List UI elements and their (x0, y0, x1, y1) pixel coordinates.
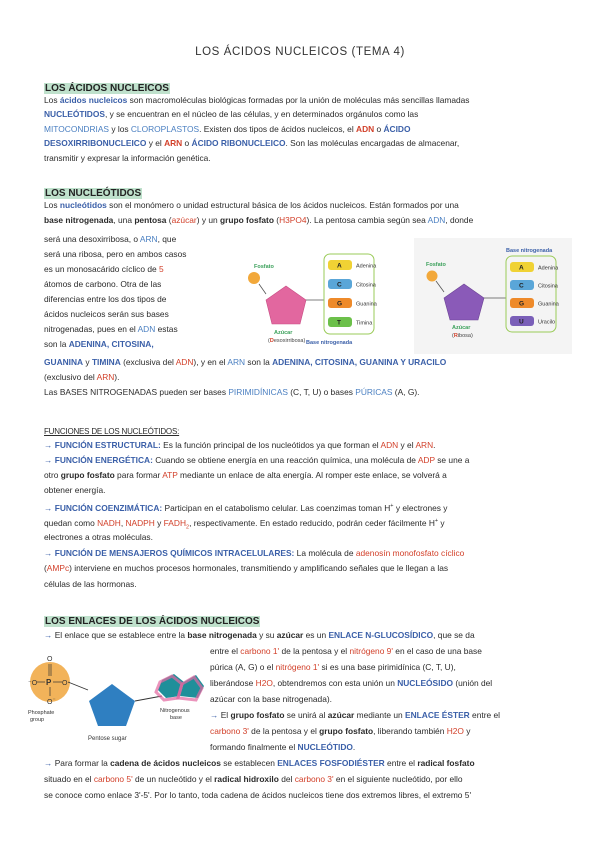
base-caption: Base nitrogenada (506, 248, 553, 254)
phosphorus-label: P (46, 678, 52, 687)
pentose-sugar-pentagon (89, 684, 135, 726)
oxygen-left-label: ⁻O (28, 680, 38, 687)
dna-nucleotide (248, 254, 378, 346)
section-heading-funciones: FUNCIONES DE LOS NUCLEÓTIDOS: (44, 427, 180, 436)
sugar-label: Azúcar (452, 325, 471, 331)
sec2-line11: GUANINA y TIMINA (exclusiva del ADN), y en el ARN son la ADENINA, CITOSINA, GUANINA Y URACILO (44, 357, 447, 367)
sec3-line5: → FUNCIÓN COENZIMÁTICA: Participan en el catabolismo celular. Las coenzimas toman H+ y electrones y (44, 502, 448, 513)
section-heading-text: LOS ENLACES DE LOS ÁCIDOS NUCLEICOS (45, 616, 260, 627)
sec4-line3: púrica (A, G) o el nitrógeno 1' si es una base pirimidínica (C, T, U), (210, 662, 456, 672)
sec3-line1: → FUNCIÓN ESTRUCTURAL: Es la función principal de los nucleótidos ya que forman el ADN y el ARN. (44, 440, 436, 450)
oxygen-bottom-label: O⁻ (47, 698, 56, 706)
sec2-line2: base nitrogenada, una pentosa (azúcar) y un grupo fosfato (H3PO4). La pentosa cambia según sea ADN, donde (44, 215, 474, 225)
oxygen-right-label: O (62, 680, 68, 687)
sec4-line6: → El grupo fosfato se unirá al azúcar mediante un ENLACE ÉSTER entre el (210, 710, 500, 720)
sec2-line1: Los nucleótidos son el monómero o unidad estructural básica de los ácidos nucleicos. Están formados por una (44, 200, 459, 210)
base-letter: T (337, 319, 341, 327)
sec3-line10: células de las hormonas. (44, 579, 137, 589)
sec3-line4: obtener energía. (44, 485, 106, 495)
base-name: Guanina (356, 301, 377, 308)
nitrogenous-base-label-1: Nitrogenous (160, 708, 190, 714)
base-list (328, 260, 378, 327)
base-letter: A (337, 262, 342, 270)
sec2-line8: ácidos nucleicos serán sus bases (44, 309, 169, 319)
sec2-line7: diferencias entre los dos tipos de (44, 294, 167, 304)
base-letter: U (519, 318, 524, 326)
base-name: Uracilo (538, 319, 556, 326)
base-letter: G (337, 300, 343, 308)
phosphate-circle (248, 272, 260, 284)
sec1-line3: MITOCONDRIAS y los CLOROPLASTOS. Existen dos tipos de ácidos nucleicos, el ADN o ÁCIDO (44, 124, 411, 134)
base-letter: C (337, 281, 342, 289)
base-name: Adenina (356, 263, 377, 270)
sugar-label: Azúcar (274, 330, 293, 336)
sec1-line2: NUCLEÓTIDOS, y se encuentran en el núcleo de las células, y en determinados orgánulos como las (44, 109, 419, 119)
sec2-line6: átomos de carbono. Otra de las (44, 279, 162, 289)
base-name: Timina (356, 320, 373, 327)
sec3-line9: (AMPc) interviene en muchos procesos hormonales, transmitiendo y amplificando señales que le llegan a las (44, 563, 449, 573)
section-heading-text: LOS NUCLEÓTIDOS (45, 188, 142, 199)
sec3-line8: → FUNCIÓN DE MENSAJEROS QUÍMICOS INTRACELULARES: La molécula de adenosín monofosfato cíclico (44, 548, 465, 558)
sec4-line4: liberándose H2O, obtendremos con esta unión un NUCLEÓSIDO (unión del (210, 678, 493, 688)
sec1-line1: Los ácidos nucleicos son macromoléculas biológicas formadas por la unión de moléculas más sencillas llamadas (44, 95, 470, 105)
base-letter: G (519, 300, 525, 308)
deoxyribose-pentagon (266, 286, 306, 324)
sec4-line9: → Para formar la cadena de ácidos nucleicos se establecen ENLACES FOSFODIÉSTER entre el radical fosfato (44, 758, 475, 768)
base-letter: A (519, 264, 524, 272)
base-name: Citosina (538, 283, 558, 290)
sec2-line3: será una desoxirribosa, o ARN, que (44, 234, 177, 244)
sugar-type-label: (Ribosa) (452, 333, 473, 339)
nitrogenous-base-label-2: base (170, 715, 182, 721)
sec4-line1: → El enlace que se establece entre la base nitrogenada y su azúcar es un ENLACE N-GLUCOSÍDICO, que se da (44, 630, 475, 640)
base-name: Guanina (538, 301, 559, 308)
phosphate-label: Fosfato (426, 262, 446, 268)
sec2-line10: son la ADENINA, CITOSINA, (44, 339, 154, 349)
phosphate-label: Fosfato (254, 264, 274, 270)
phosphate-group-label-2: group (30, 717, 45, 723)
nucleotide-structure-diagram (22, 650, 212, 746)
sec4-line11: se conoce como enlace 3'-5'. Por lo tanto, toda cadena de ácidos nucleicos tiene dos extremos libres, el extremo 5' (44, 790, 472, 800)
bond-line (259, 284, 266, 294)
sec3-line2: → FUNCIÓN ENERGÉTICA: Cuando se obtiene energía en una reacción química, una molécula de ADP se une a (44, 455, 470, 465)
sec4-line8: formando finalmente el NUCLEÓTIDO. (210, 742, 356, 752)
sec4-line10: situado en el carbono 5' de un nucleótido y el radical hidroxilo del carbono 3' en el siguiente nucleótido, por ello (44, 774, 463, 784)
phosphate-group-label-1: Phosphate (28, 710, 55, 716)
section-heading-enlaces (44, 611, 260, 629)
phosphate-circle (427, 271, 438, 282)
pentose-sugar-label: Pentose sugar (88, 736, 127, 742)
page-title: LOS ÁCIDOS NUCLEICOS (TEMA 4) (195, 46, 405, 58)
glycosidic-bond-line (135, 696, 162, 701)
base-name: Citosina (356, 282, 376, 289)
rna-background (414, 238, 572, 354)
sugar-type-label: (Desoxirribosa) (268, 338, 306, 344)
sec2-line9: nitrogenadas, pues en el ADN estas (44, 324, 178, 334)
sec4-line7: carbono 3' de la pentosa y el grupo fosfato, liberando también H2O y (210, 726, 471, 736)
base-name: Adenina (538, 265, 559, 272)
sec3-line6: quedan como NADH, NADPH y $FADH_2$, respectivamente. En estado reducido, podrán ceder fácilmente H+ y (44, 517, 445, 531)
nucleotide-diagram (228, 234, 574, 356)
sec3-line3: otro grupo fosfato para formar ATP mediante un enlace de alta energía. Al romper este enlace, se volverá a (44, 470, 447, 480)
base-caption: Base nitrogenada (306, 340, 353, 346)
sec4-line2: entre el carbono 1' de la pentosa y el nitrógeno 9' en el caso de una base (210, 646, 482, 656)
sec3-line7: electrones a otras moléculas. (44, 532, 153, 542)
sec1-line4: DESOXIRRIBONUCLEICO y el ARN o ÁCIDO RIBONUCLEICO. Son las moléculas encargadas de almacenar, (44, 138, 460, 148)
sec2-line12: (exclusivo del ARN). (44, 372, 120, 382)
sec2-line5: es un monosacárido cíclico de 5 (44, 264, 164, 274)
sec1-line5: transmitir y expresar la información genética. (44, 153, 211, 163)
section-heading-text: LOS ÁCIDOS NUCLEICOS (45, 83, 169, 94)
sec4-line5: azúcar con la base nitrogenada). (210, 694, 332, 704)
sec2-line4: será una ribosa, pero en ambos casos (44, 249, 187, 259)
oxygen-top-label: O (47, 656, 53, 663)
ester-bond-line (68, 682, 88, 690)
rna-nucleotide (414, 238, 572, 354)
base-letter: C (519, 282, 524, 290)
sec2-line13: Las BASES NITROGENADAS pueden ser bases PIRIMIDÍNICAS (C, T, U) o bases PÚRICAS (A, G). (44, 387, 420, 397)
